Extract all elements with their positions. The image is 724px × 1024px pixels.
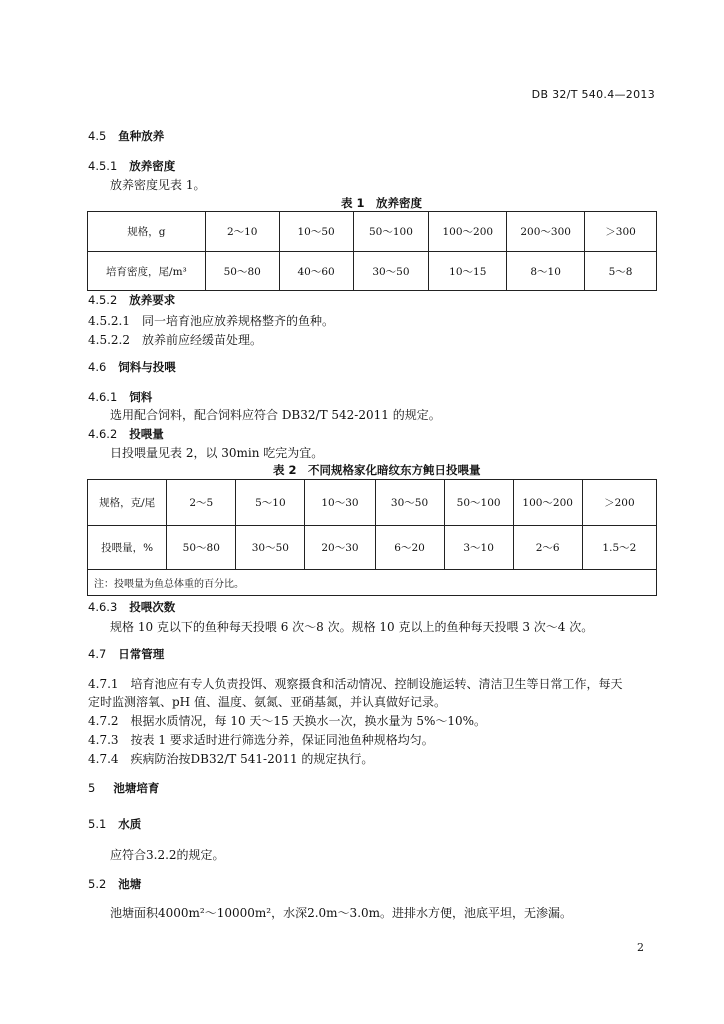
section-4-6-3-heading xyxy=(88,599,175,615)
table-cell: 40～60 xyxy=(279,252,353,291)
section-title: 放养要求 xyxy=(129,293,176,307)
section-title: 水质 xyxy=(118,817,142,831)
section-number: 5 xyxy=(88,781,96,795)
table-cell: 20～30 xyxy=(305,526,375,570)
section-4-5-1-heading xyxy=(88,158,175,174)
section-number: 4.6.2 xyxy=(88,427,118,441)
table-cell: 投喂量，% xyxy=(88,526,167,570)
table-cell: 30～50 xyxy=(236,526,305,570)
section-number: 4.5 xyxy=(88,129,107,143)
table-cell: 50～100 xyxy=(444,480,513,526)
clause-4-7-3: 4.7.3 按表 1 要求适时进行筛选分养，保证同池鱼种规格均匀。 xyxy=(88,733,434,747)
section-number: 5.2 xyxy=(88,877,107,891)
table-cell: 1.5～2 xyxy=(582,526,656,570)
section-number: 4.6 xyxy=(88,360,107,374)
table-cell: 200～300 xyxy=(507,212,585,252)
paragraph: 规格 10 克以下的鱼种每天投喂 6 次～8 次。规格 10 克以上的鱼种每天投喂 3 次～4 次。 xyxy=(110,620,594,634)
table-cell: 8～10 xyxy=(507,252,585,291)
table-row xyxy=(88,252,657,291)
section-4-7-heading xyxy=(88,646,164,662)
section-number: 4.7 xyxy=(88,647,107,661)
section-title: 鱼种放养 xyxy=(118,129,165,143)
section-4-5-heading xyxy=(88,128,164,144)
table-cell: 6～20 xyxy=(375,526,444,570)
paragraph: 选用配合饲料，配合饲料应符合 DB32/T 542-2011 的规定。 xyxy=(110,408,441,422)
table-1-caption: 表 1 放养密度 xyxy=(341,196,423,210)
section-5-2-heading xyxy=(88,876,141,892)
standard-code: DB 32/T 540.4—2013 xyxy=(531,88,655,101)
clause-4-7-1: 4.7.1 培育池应有专人负责投饵、观察摄食和活动情况、控制设施运转、清洁卫生等日常工作，每天 xyxy=(88,677,623,691)
section-title: 投喂量 xyxy=(129,427,164,441)
paragraph: 放养密度见表 1。 xyxy=(110,178,206,192)
table-row xyxy=(88,480,657,526)
table-cell: 5～10 xyxy=(236,480,305,526)
section-number: 5.1 xyxy=(88,817,107,831)
table-cell: 100～200 xyxy=(429,212,507,252)
table-cell: 10～30 xyxy=(305,480,375,526)
clause-4-7-2: 4.7.2 根据水质情况，每 10 天～15 天换水一次，换水量为 5%～10%。 xyxy=(88,714,487,728)
table-row xyxy=(88,570,657,596)
section-title: 饲料与投喂 xyxy=(118,360,176,374)
table-cell: 50～80 xyxy=(205,252,279,291)
table-cell: 30～50 xyxy=(375,480,444,526)
clause-4-5-2-2: 4.5.2.2 放养前应经缓苗处理。 xyxy=(88,333,262,347)
table-cell: 规格，克/尾 xyxy=(88,480,167,526)
table-cell: 10～50 xyxy=(279,212,353,252)
section-title: 投喂次数 xyxy=(129,600,176,614)
table-cell: 5～8 xyxy=(585,252,657,291)
section-title: 池塘培育 xyxy=(113,781,160,795)
section-number: 4.6.1 xyxy=(88,390,118,404)
section-title: 饲料 xyxy=(129,390,153,404)
table-cell: 100～200 xyxy=(513,480,582,526)
table-cell: ＞200 xyxy=(582,480,656,526)
table-cell: 2～10 xyxy=(205,212,279,252)
section-5-heading xyxy=(88,780,159,796)
section-4-6-heading xyxy=(88,359,176,375)
table-cell: 10～15 xyxy=(429,252,507,291)
table-row xyxy=(88,526,657,570)
clause-4-7-1-continued: 定时监测溶氧、pH 值、温度、氨氮、亚硝基氮，并认真做好记录。 xyxy=(88,695,446,709)
clause-4-7-4: 4.7.4 疾病防治按DB32/T 541-2011 的规定执行。 xyxy=(88,752,374,766)
paragraph: 应符合3.2.2的规定。 xyxy=(110,848,225,862)
table-cell: 50～80 xyxy=(167,526,236,570)
section-number: 4.5.2 xyxy=(88,293,118,307)
section-number: 4.5.1 xyxy=(88,159,118,173)
section-4-6-2-heading xyxy=(88,426,164,442)
table-cell: 30～50 xyxy=(353,252,429,291)
table-cell: ＞300 xyxy=(585,212,657,252)
clause-4-5-2-1: 4.5.2.1 同一培育池应放养规格整齐的鱼种。 xyxy=(88,314,334,328)
table-2-caption: 表 2 不同规格家化暗纹东方鲀日投喂量 xyxy=(273,463,481,477)
table-1 xyxy=(87,211,657,291)
section-title: 日常管理 xyxy=(118,647,165,661)
paragraph: 池塘面积4000m²～10000m²，水深2.0m～3.0m。进排水方便，池底平坦，无渗漏。 xyxy=(110,906,573,920)
section-number: 4.6.3 xyxy=(88,600,118,614)
page-number: 2 xyxy=(637,941,644,954)
section-5-1-heading xyxy=(88,816,141,832)
table-cell: 培育密度，尾/m³ xyxy=(88,252,206,291)
table-cell: 3～10 xyxy=(444,526,513,570)
table-cell: 50～100 xyxy=(353,212,429,252)
section-4-6-1-heading xyxy=(88,389,152,405)
paragraph: 日投喂量见表 2，以 30min 吃完为宜。 xyxy=(110,446,324,460)
table-note: 注：投喂量为鱼总体重的百分比。 xyxy=(88,570,657,596)
table-row xyxy=(88,212,657,252)
table-cell: 2～6 xyxy=(513,526,582,570)
table-2 xyxy=(87,479,657,596)
table-cell: 2～5 xyxy=(167,480,236,526)
section-title: 放养密度 xyxy=(129,159,176,173)
section-title: 池塘 xyxy=(118,877,142,891)
section-4-5-2-heading xyxy=(88,292,175,308)
table-cell: 规格，g xyxy=(88,212,206,252)
